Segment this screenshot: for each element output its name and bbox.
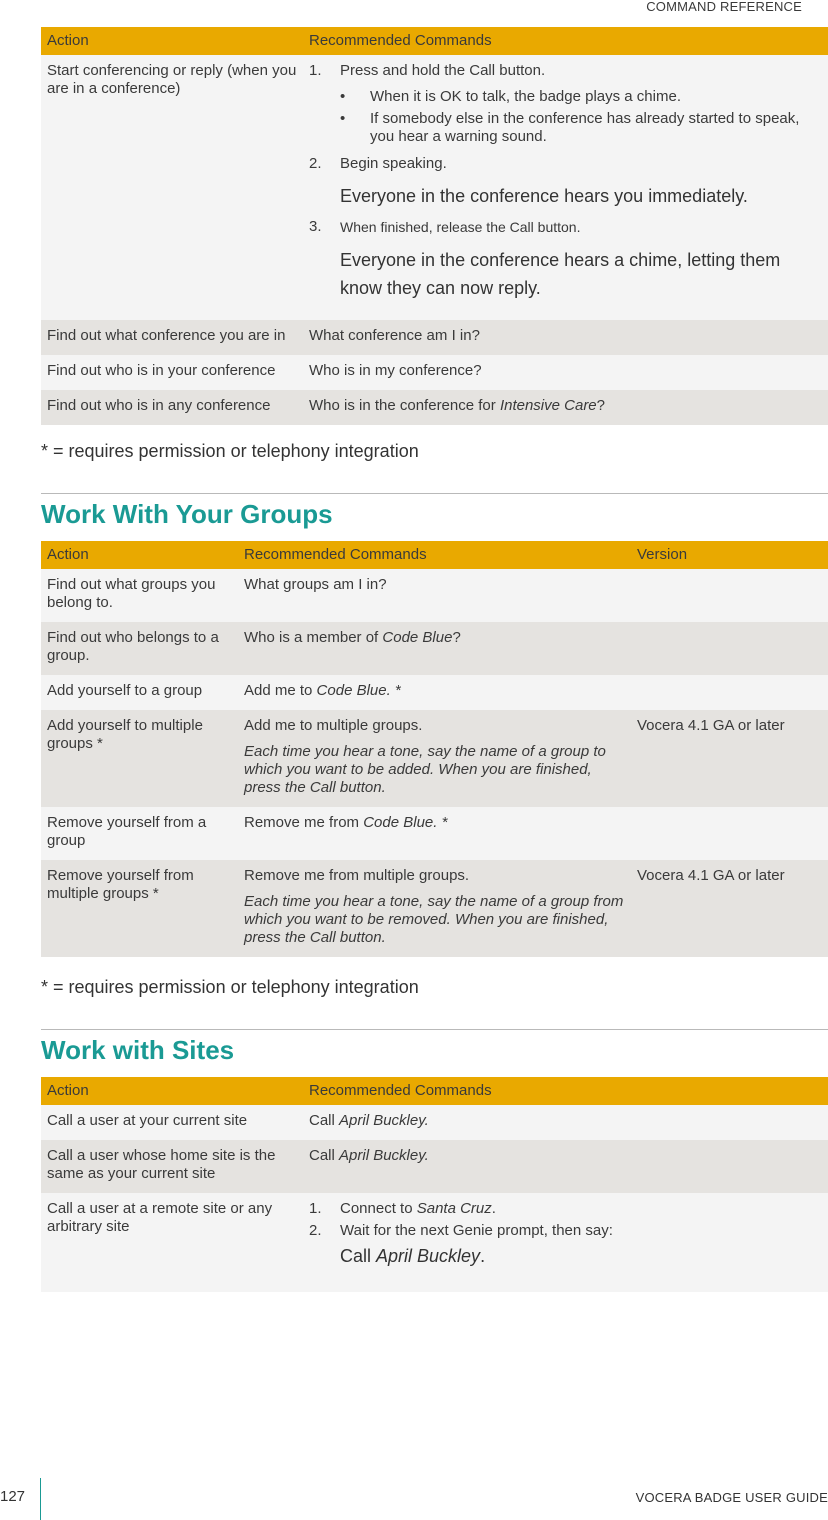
step-text: When finished, release the Call button. [340,219,581,235]
command-note: Each time you hear a tone, say the name of a group to which you want to be added. When you are finished, press the Call button. [244,743,606,796]
step-text: . [491,1200,496,1217]
bullet-list [340,88,822,146]
action-cell: Add yourself to a group [41,675,238,710]
command-text: Add me to [244,682,317,699]
commands-cell [238,860,631,957]
bullet-item [340,88,822,106]
commands-cell: What groups am I in? [238,569,631,622]
action-cell: Start conferencing or reply (when you are in a conference) [41,55,303,320]
commands-cell [238,710,631,807]
version-cell: Vocera 4.1 GA or later [631,710,828,807]
step-number: 2. [309,155,322,172]
column-header-action: Action [41,1077,303,1105]
table-row [41,320,828,355]
guide-title: VOCERA BADGE USER GUIDE [635,1490,828,1505]
table-header-row [41,541,828,569]
commands-cell [303,1105,828,1140]
step-number: 3. [309,218,322,235]
command-text: Call [340,1246,377,1266]
section-title-groups: Work With Your Groups [41,499,333,529]
action-cell: Remove yourself from multiple groups * [41,860,238,957]
commands-cell [238,622,631,675]
step-1 [309,1200,822,1218]
step-2 [309,1222,822,1240]
action-cell: Find out what conference you are in [41,320,303,355]
step-list [309,1200,822,1240]
command-variable: Code Blue [382,629,453,646]
column-header-action: Action [41,27,303,55]
column-header-action: Action [41,541,238,569]
footnote: * = requires permission or telephony integration [41,977,419,997]
sites-commands-table [41,1077,828,1292]
section-divider [41,493,828,494]
command-variable: April Buckley. [339,1147,429,1164]
command-variable: Intensive Care [499,397,597,414]
version-cell [631,807,828,860]
section-title-sites: Work with Sites [41,1035,235,1065]
table-header-row [41,1077,828,1105]
column-header-version: Version [631,541,828,569]
table-row [41,1193,828,1292]
commands-cell: Who is in my conference? [303,355,828,390]
commands-cell: What conference am I in? [303,320,828,355]
action-cell: Find out who is in your conference [41,355,303,390]
table-row [41,675,828,710]
step-result [309,1242,822,1270]
action-cell: Find out who is in any conference [41,390,303,425]
version-cell [631,622,828,675]
step-number: 1. [309,62,322,79]
table-row [41,710,828,807]
command-text: ? [452,629,461,646]
commands-cell [303,1193,828,1292]
step-number: 2. [309,1222,322,1239]
table-row [41,355,828,390]
action-cell: Add yourself to multiple groups * [41,710,238,807]
bullet-icon: • [340,110,346,127]
action-cell: Call a user at your current site [41,1105,303,1140]
table-row [41,622,828,675]
bullet-item [340,110,822,146]
step-list [309,218,822,237]
table-row [41,569,828,622]
page-number: 127 [0,1488,26,1505]
step-text: Connect to [340,1200,417,1217]
command-text: Remove me from multiple groups. [244,867,470,884]
step-2 [309,155,822,173]
action-cell: Remove yourself from a group [41,807,238,860]
version-cell [631,569,828,622]
column-header-commands: Recommended Commands [238,541,631,569]
command-variable: Santa Cruz [416,1200,492,1217]
step-text: Begin speaking. [340,155,447,172]
command-text: Call [309,1112,340,1129]
section-divider [41,1029,828,1030]
footnote: * = requires permission or telephony integration [41,441,419,461]
conference-commands-table [41,27,828,425]
step-text: Press and hold the Call button. [340,62,546,79]
bullet-icon: • [340,88,346,105]
command-variable: April Buckley. [339,1112,429,1129]
step-3 [309,218,822,237]
step-number: 1. [309,1200,322,1217]
column-header-commands: Recommended Commands [303,27,828,55]
table-row [41,55,828,320]
footer-divider [40,1478,41,1520]
commands-cell [303,55,828,320]
commands-cell [238,675,631,710]
commands-cell [238,807,631,860]
column-header-commands: Recommended Commands [303,1077,828,1105]
step-text: Wait for the next Genie prompt, then say: [340,1222,613,1239]
command-text: Add me to multiple groups. [244,717,423,734]
command-text: Who is a member of [244,629,383,646]
table-row [41,860,828,957]
command-text: Call [309,1147,340,1164]
step-1 [309,62,822,146]
table-row [41,1140,828,1193]
table-row [41,807,828,860]
step-result: Everyone in the conference hears you immediately. [340,186,748,206]
action-cell: Call a user at a remote site or any arbitrary site [41,1193,303,1292]
step-list [309,62,822,173]
command-variable: Code Blue. * [316,682,401,699]
command-note: Each time you hear a tone, say the name of a group from which you want to be removed. When you are finished, press the Call button. [244,893,624,946]
command-text: Remove me from [244,814,364,831]
commands-cell [303,1140,828,1193]
command-variable: Code Blue. * [363,814,448,831]
groups-commands-table [41,541,828,957]
command-text: Who is in the conference for [309,397,500,414]
command-text: . [480,1246,486,1266]
command-text: ? [596,397,605,414]
action-cell: Call a user whose home site is the same as your current site [41,1140,303,1193]
version-cell: Vocera 4.1 GA or later [631,860,828,957]
action-cell: Find out who belongs to a group. [41,622,238,675]
command-variable: April Buckley [376,1246,481,1266]
table-header-row [41,27,828,55]
table-row [41,1105,828,1140]
running-header: COMMAND REFERENCE [646,0,802,14]
commands-cell [303,390,828,425]
version-cell [631,675,828,710]
table-row [41,390,828,425]
bullet-text: When it is OK to talk, the badge plays a chime. [370,88,681,105]
step-result: Everyone in the conference hears a chime, letting them know they can now reply. [340,250,781,298]
bullet-text: If somebody else in the conference has already started to speak, you hear a warning sound. [370,110,800,145]
action-cell: Find out what groups you belong to. [41,569,238,622]
